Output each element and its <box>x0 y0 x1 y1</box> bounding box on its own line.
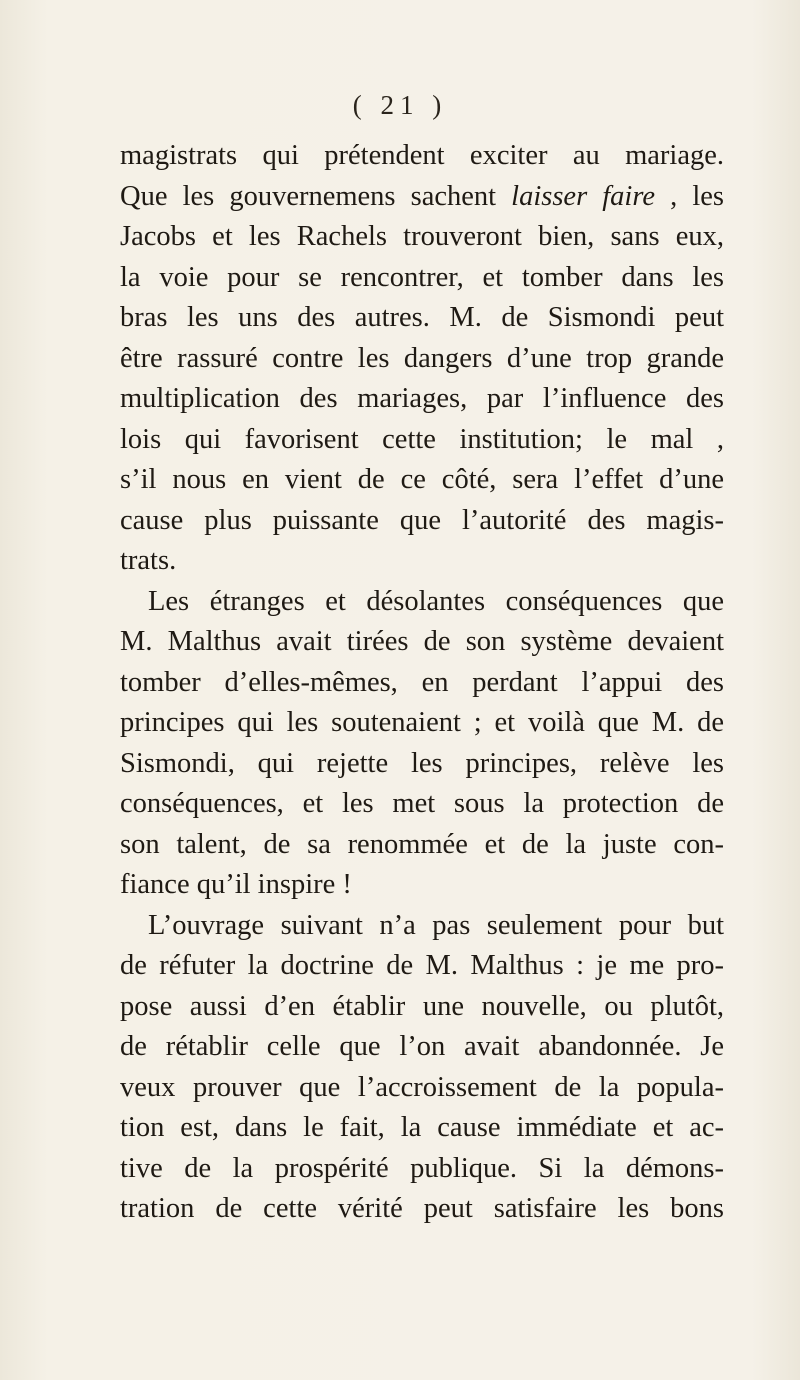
text-line: M. Malthus avait tirées de son système devaient <box>120 626 724 657</box>
body-text <box>120 136 724 1230</box>
text-line: multiplication des mariages, par l’influence des <box>120 383 724 414</box>
text-line: tion est, dans le fait, la cause immédiate et ac- <box>120 1112 724 1143</box>
text-line: pose aussi d’en établir une nouvelle, ou plutôt, <box>120 990 724 1022</box>
text-line: son talent, de sa renommée et de la juste con- <box>120 828 724 860</box>
text-line: Sismondi, qui rejette les principes, relève les <box>120 747 724 779</box>
text-line: L’ouvrage suivant n’a pas seulement pour but <box>148 909 724 941</box>
text-line: Que les gouvernemens sachent laisser faire , les <box>120 180 724 212</box>
text-line: être rassuré contre les dangers d’une trop grande <box>120 342 724 374</box>
text-line: tration de cette vérité peut satisfaire les bons <box>120 1193 724 1224</box>
text-line: bras les uns des autres. M. de Sismondi peut <box>120 302 724 333</box>
text-line: tive de la prospérité publique. Si la démons- <box>120 1152 724 1184</box>
text-line: fiance qu’il inspire ! <box>120 869 352 900</box>
text-line: Les étranges et désolantes conséquences que <box>148 585 724 617</box>
text-line: principes qui les soutenaient ; et voilà que M. de <box>120 707 724 738</box>
text-line: lois qui favorisent cette institution; le mal , <box>120 423 724 455</box>
text-line: de rétablir celle que l’on avait abandonnée. Je <box>120 1031 724 1062</box>
text-line: veux prouver que l’accroissement de la popula- <box>120 1071 724 1103</box>
text-line: conséquences, et les met sous la protection de <box>120 788 724 819</box>
text-line: tomber d’elles-mêmes, en perdant l’appui des <box>120 666 724 698</box>
text-line: de réfuter la doctrine de M. Malthus : je me pro- <box>120 950 724 981</box>
text-line: Jacobs et les Rachels trouveront bien, sans eux, <box>120 221 724 252</box>
text-line: s’il nous en vient de ce côté, sera l’effet d’une <box>120 464 724 495</box>
page-number: ( 21 ) <box>352 90 448 120</box>
emphasis: laisser faire <box>511 180 656 212</box>
text-line: trats. <box>120 545 177 576</box>
text-line: la voie pour se rencontrer, et tomber dans les <box>120 261 724 293</box>
text-line: magistrats qui prétendent exciter au mariage. <box>120 140 724 171</box>
text-line: cause plus puissante que l’autorité des magis- <box>120 504 724 536</box>
